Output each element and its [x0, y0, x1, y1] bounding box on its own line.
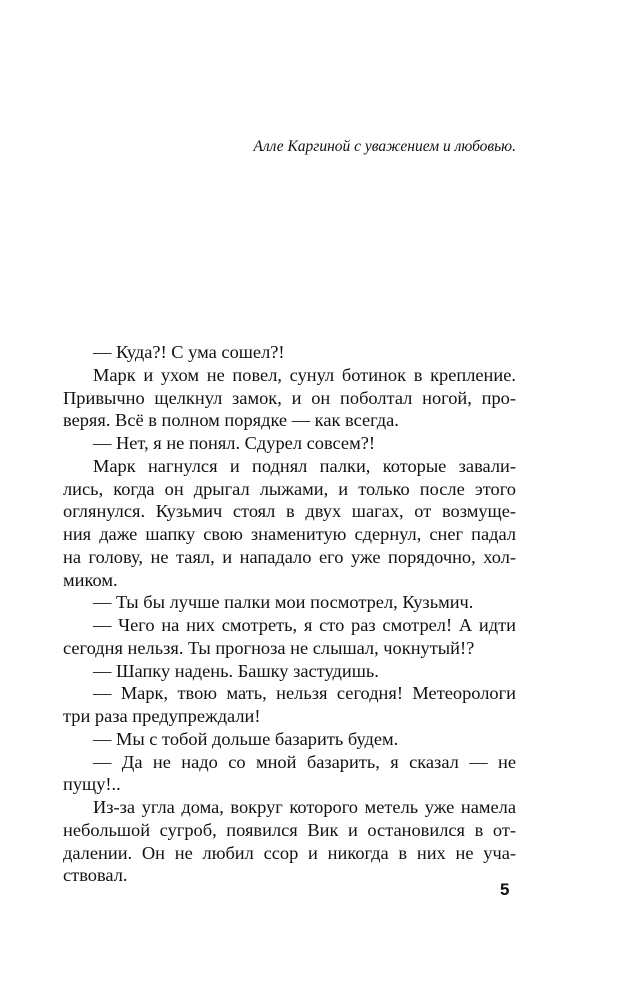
text-line: — Чего на них смотреть, я сто раз смотрел! А идти — [93, 615, 516, 635]
text-line: оглянулся. Кузьмич стоял в двух шагах, от возмуще- — [63, 501, 516, 522]
text-line: — Шапку надень. Башку застудишь. — [93, 660, 379, 681]
text-line: ствовал. — [63, 865, 128, 886]
text-line: — Ты бы лучше палки мои посмотрел, Кузьмич. — [93, 592, 474, 613]
text-line: Марк нагнулся и поднял палки, которые завали- — [93, 455, 516, 476]
text-line: веряя. Всё в полном порядке — как всегда. — [63, 410, 399, 431]
text-line: ния даже шапку свою знаменитую сдернул, снег падал — [63, 524, 516, 544]
epigraph: Алле Каргиной с уважением и любовью. — [253, 138, 516, 155]
text-line: Из-за угла дома, вокруг которого метель уже намела — [93, 797, 516, 817]
text-line: пущу!.. — [63, 774, 121, 795]
page-number: 5 — [500, 880, 510, 899]
text-line: лись, когда он дрыгал лыжами, и только после этого — [63, 478, 516, 499]
text-line: — Марк, твою мать, нельзя сегодня! Метеорологи — [93, 683, 516, 704]
text-line: — Куда?! С ума сошел?! — [93, 342, 285, 362]
text-line: на голову, не таял, и нападало его уже порядочно, хол- — [63, 546, 516, 567]
text-line: Марк и ухом не повел, сунул ботинок в крепление. — [93, 364, 516, 385]
text-line: миком. — [63, 569, 118, 590]
text-line: Привычно щелкнул замок, и он поболтал ногой, про- — [63, 387, 516, 408]
text-line: три раза предупреждали! — [63, 706, 261, 726]
text-line: далении. Он не любил ссор и никогда в них не уча- — [63, 842, 516, 863]
text-line: небольшой сугроб, появился Вик и остановился в от- — [63, 819, 516, 840]
text-line: — Нет, я не понял. Сдурел совсем?! — [93, 433, 376, 453]
body-text — [63, 341, 516, 887]
text-line: — Да не надо со мной базарить, я сказал — не — [93, 751, 516, 772]
text-line: сегодня нельзя. Ты прогноза не слышал, чокнутый!? — [63, 637, 475, 658]
text-line: — Мы с тобой дольше базарить будем. — [93, 728, 399, 749]
